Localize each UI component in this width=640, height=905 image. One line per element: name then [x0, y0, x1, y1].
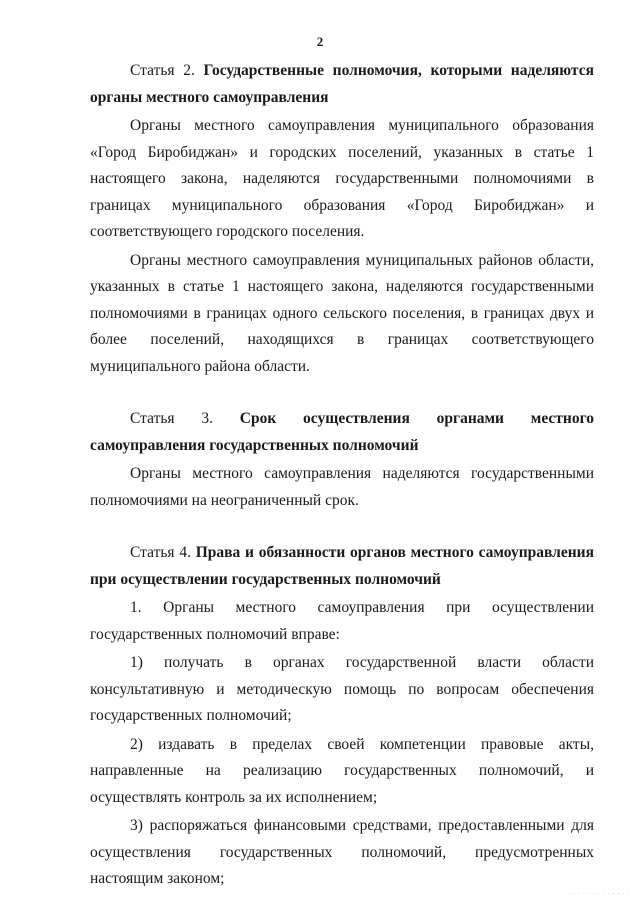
paragraph: Органы местного самоуправления муниципальных районов области, указанных в статье 1 настоящего закона, наделяются государственными полномочиями в границах одного сельского поселения, в границах двух и более поселений, находящихся в границах соответствующего муниципального района области.: [90, 251, 594, 375]
paragraph: 1. Органы местного самоуправления при осуществлении государственных полномочий вправе:: [90, 599, 594, 643]
list-item: 2) издавать в пределах своей компетенции правовые акты, направленные на реализацию государственных полномочий, и осуществлять контроль за их исполнением;: [90, 735, 594, 806]
article-title: Права и обязанности органов местного самоуправления при осуществлении государственных полномочий: [90, 544, 594, 588]
article-heading: [90, 406, 594, 459]
article-3: [90, 406, 594, 514]
page-number: 2: [316, 34, 324, 49]
article-2: [90, 58, 594, 380]
article-label: Статья 2.: [130, 62, 195, 79]
article-heading: [90, 540, 594, 593]
article-4: [90, 540, 594, 893]
article-title: Срок осуществления органами местного самоуправления государственных полномочий: [90, 410, 594, 454]
list-item: 3) распоряжаться финансовыми средствами, предоставленными для осуществления государственных полномочий, предусмотренных настоящим законом;: [90, 817, 594, 887]
list-item: 1) получать в органах государственной власти области консультативную и методическую помощь по вопросам обеспечения государственных полномочий;: [90, 654, 594, 724]
paragraph: Органы местного самоуправления муниципального образования «Город Биробиджан» и городских поселений, указанных в статье 1 настоящего закона, наделяются государственными полномочиями в границах муниципального образования «Город Биробиджан» и соответствующего городского поселения.: [90, 117, 594, 240]
article-label: Статья 3.: [130, 410, 213, 427]
scan-mark: · · · · · · · · · · · · ·: [568, 892, 630, 897]
document-body: [90, 58, 594, 893]
article-title: Государственные полномочия, которыми наделяются органы местного самоуправления: [90, 62, 594, 106]
paragraph: Органы местного самоуправления наделяются государственными полномочиями на неограниченный срок.: [90, 465, 594, 509]
article-label: Статья 4.: [130, 544, 191, 561]
article-heading: [90, 58, 594, 111]
